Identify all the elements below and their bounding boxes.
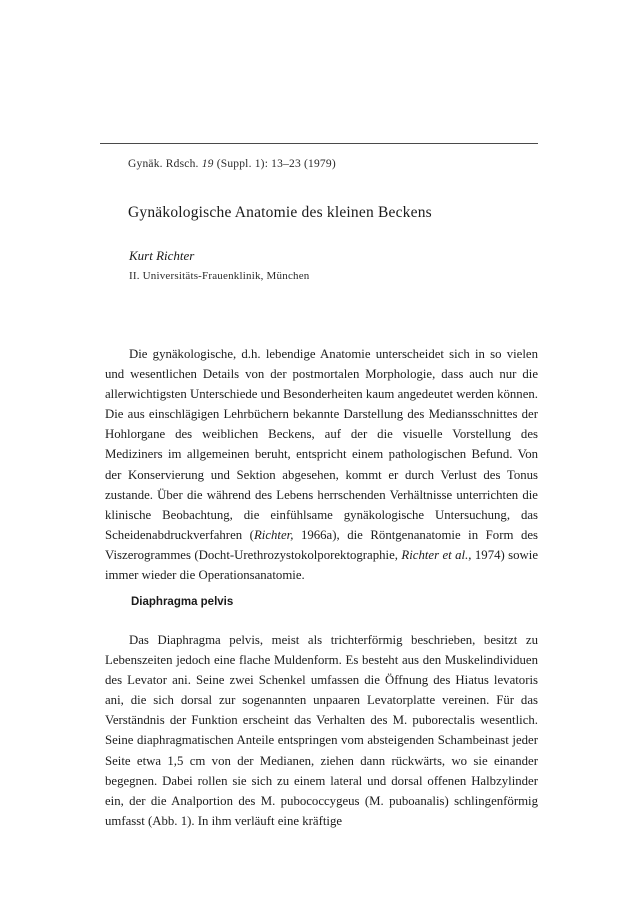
section-heading: Diaphragma pelvis (131, 596, 234, 608)
intro-text-2: 1966a), die Röntgenanatomie in Form des Viszerogrammes (Docht-Urethrozystokolporektographie, (105, 527, 539, 562)
intro-reference-1: Richter, (253, 527, 294, 542)
intro-text-1: Die gynäkologische, d.h. lebendige Anatomie unterscheidet sich in so vielen und wesentlichen Details von der postmortalen Morphologie, dass auch nur die allerwichtigsten Unterschiede und Besonderheiten kaum angedeutet werden können. Die aus einschlägigen Lehrbüchern bekannte Darstellung des Mediansschnittes der Hohlorgane des weiblichen Beckens, auf der die visuelle Vorstellung des Mediziners im allgemeinen beruht, entspricht einem pathologischen Befund. Von der Konservierung und Sektion abgesehen, kommt er durch Verlust des Tonus zustande. Über die während des Lebens herrschenden Verhältnisse unterrichten die klinische Beobachtung, die einfühlsame gynäkologische Untersuchung, das Scheidenabdruckverfahren ( (105, 347, 538, 542)
header-rule (100, 143, 538, 144)
intro-paragraph (105, 344, 538, 585)
intro-text-3: 1974) sowie immer wieder die Operationsanatomie. (105, 547, 539, 583)
article-title: Gynäkologische Anatomie des kleinen Beckens (128, 204, 432, 221)
author-affiliation: II. Universitäts-Frauenklinik, München (129, 270, 310, 282)
citation-volume: 19 (201, 158, 214, 170)
section-paragraph: Das Diaphragma pelvis, meist als trichterförmig beschrieben, besitzt zu Lebenszeiten jedoch eine flache Muldenform. Es besteht aus den Muskelindividuen des Levator ani. Seine zwei Schenkel umfassen die Öffnung des Hiatus levatoris ani, die sich dorsal zur sogenannten unpaaren Levatorplatte vereinen. Für das Verständnis der Funktion erscheint das Verhalten des M. puborectalis wesentlich. Seine diaphragmatischen Anteile entspringen vom absteigenden Schambeinast jeder Seite etwa 1,5 cm von der Medianen, ziehen dann rückwärts, wo sie einander begegnen. Dabei rollen sie sich zu einem lateral und dorsal offenen Halbzylinder ein, der die Analportion des M. pubococcygeus (M. puboanalis) schlingenförmig umfasst (Abb. 1). In ihm verläuft eine kräftige (105, 633, 538, 828)
citation-prefix: Gynäk. Rdsch. (128, 158, 202, 170)
citation-suffix: (Suppl. 1): 13–23 (1979) (213, 158, 336, 170)
article-author: Kurt Richter (129, 248, 195, 263)
journal-citation (128, 158, 336, 170)
intro-reference-2: Richter et al., (401, 547, 472, 562)
